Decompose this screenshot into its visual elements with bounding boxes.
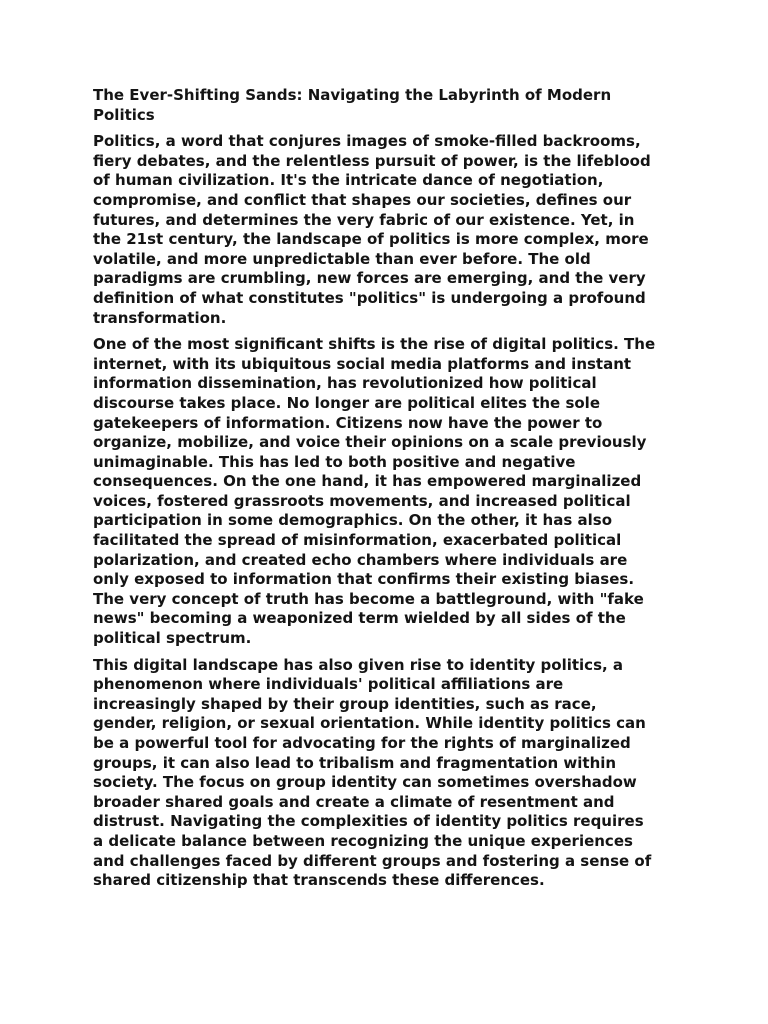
paragraph-1: Politics, a word that conjures images of smoke-filled backrooms, fiery debates, and the relentless pursuit of power, is the lifeblood of human civilization. It's the intricate dance of negotiation, compromise, and conflict that shapes our societies, defines our futures, and determines the very fabric of our existence. Yet, in the 21st century, the landscape of politics is more complex, more volatile, and more unpredictable than ever before. The old paradigms are crumbling, new forces are emerging, and the very definition of what constitutes "politics" is undergoing a profound transformation. [93, 132, 651, 327]
document-title: The Ever-Shifting Sands: Navigating the Labyrinth of Modern Politics [93, 86, 612, 124]
document-page [93, 86, 683, 898]
paragraph-2: One of the most significant shifts is the rise of digital politics. The internet, with its ubiquitous social media platforms and instant information dissemination, has revolutionized how political discourse takes place. No longer are political elites the sole gatekeepers of information. Citizens now have the power to organize, mobilize, and voice their opinions on a scale previously unimaginable. This has led to both positive and negative consequences. On the one hand, it has empowered marginalized voices, fostered grassroots movements, and increased political participation in some demographics. On the other, it has also facilitated the spread of misinformation, exacerbated political polarization, and created echo chambers where individuals are only exposed to information that confirms their existing biases. The very concept of truth has become a battleground, with "fake news" becoming a weaponized term wielded by all sides of the political spectrum. [93, 335, 656, 648]
paragraph-3: This digital landscape has also given rise to identity politics, a phenomenon where individuals' political affiliations are increasingly shaped by their group identities, such as race, gender, religion, or sexual orientation. While identity politics can be a powerful tool for advocating for the rights of marginalized groups, it can also lead to tribalism and fragmentation within society. The focus on group identity can sometimes overshadow broader shared goals and create a climate of resentment and distrust. Navigating the complexities of identity politics requires a delicate balance between recognizing the unique experiences and challenges faced by different groups and fostering a sense of shared citizenship that transcends these differences. [93, 655, 652, 890]
